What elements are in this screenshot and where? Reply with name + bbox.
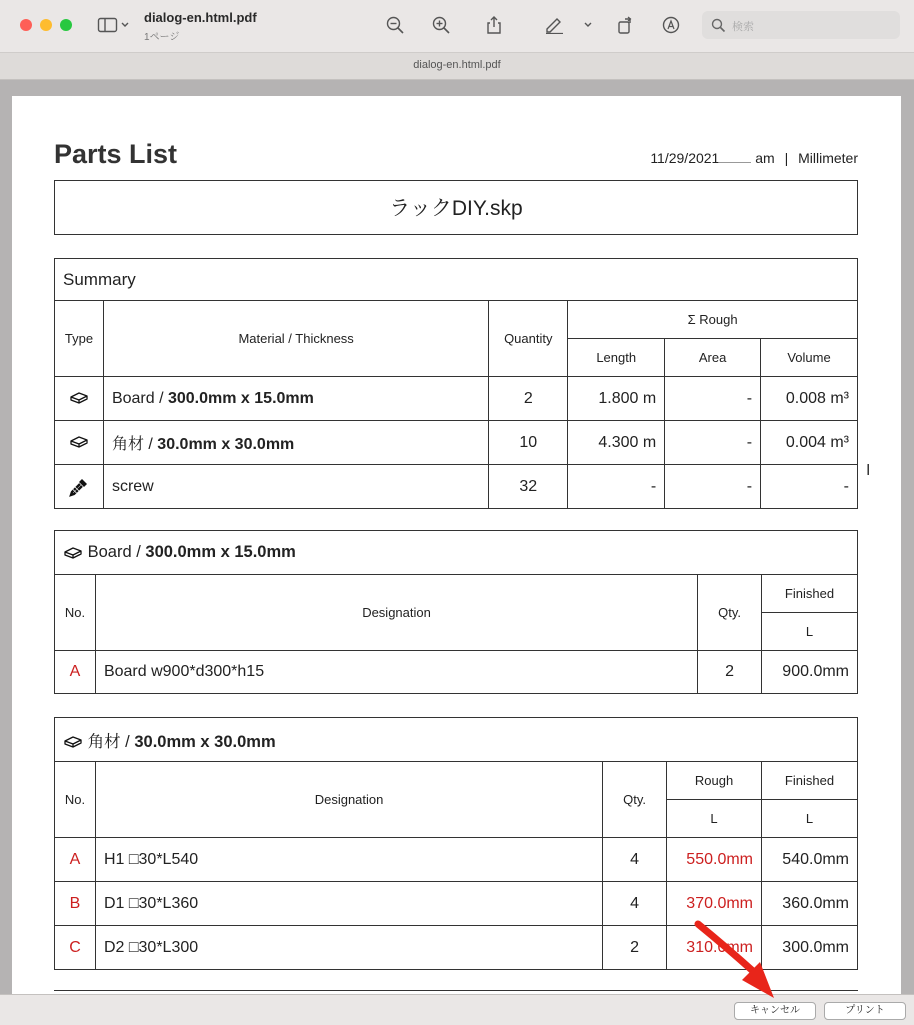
volume-cell: 0.008 m³ — [761, 377, 858, 421]
sidebar-icon — [97, 16, 131, 34]
window-titlebar — [0, 0, 914, 52]
designation-cell: D1 □30*L360 — [95, 882, 602, 926]
area-cell: - — [665, 465, 761, 509]
zoom-out-button[interactable] — [384, 14, 406, 36]
board-parts-table — [54, 530, 858, 694]
col-volume: Volume — [761, 339, 858, 377]
meta-separator: | — [784, 150, 789, 166]
part-id: A — [55, 651, 96, 694]
qty-cell: 4 — [603, 882, 667, 926]
file-name-box — [54, 180, 858, 235]
col-material: Material / Thickness — [103, 301, 488, 377]
page-count: 1ページ — [144, 32, 180, 43]
quantity-cell: 32 — [489, 465, 568, 509]
board-icon — [63, 735, 83, 749]
cancel-button[interactable]: キャンセル — [734, 1002, 816, 1020]
designation-cell: H1 □30*L540 — [95, 838, 602, 882]
screw-icon — [69, 477, 89, 497]
col-no: No. — [55, 575, 96, 651]
markup-pen-icon — [544, 16, 596, 34]
material-name: Board / — [111, 389, 168, 407]
col-l-finished: L — [762, 800, 858, 838]
units-label: Millimeter — [798, 150, 858, 166]
designation-cell: D2 □30*L300 — [95, 926, 602, 970]
search-field[interactable] — [702, 11, 900, 39]
col-quantity: Quantity — [489, 301, 568, 377]
sidebar-toggle-button[interactable] — [96, 14, 132, 36]
length-cell: 1.800 m — [568, 377, 665, 421]
annotate-button[interactable] — [660, 14, 682, 36]
col-rough: Σ Rough — [568, 301, 858, 339]
volume-cell: - — [761, 465, 858, 509]
board-icon — [69, 391, 89, 405]
length-cell: 4.300 m — [568, 421, 665, 465]
annotation-arrow-icon — [690, 918, 790, 1008]
area-cell: - — [665, 421, 761, 465]
close-window-button[interactable] — [20, 19, 32, 31]
col-no: No. — [55, 762, 96, 838]
board-icon — [63, 546, 83, 560]
material-cell — [103, 421, 488, 465]
table-row — [55, 838, 858, 882]
material-thickness: 300.0mm x 15.0mm — [167, 389, 314, 407]
rotate-icon — [616, 16, 634, 34]
finished-cell: 360.0mm — [762, 882, 858, 926]
material-thickness: 30.0mm x 30.0mm — [157, 436, 295, 453]
finished-cell: 300.0mm — [762, 926, 858, 970]
summary-row — [55, 377, 858, 421]
table-row — [55, 651, 858, 694]
volume-cell: 0.004 m³ — [761, 421, 858, 465]
header-meta — [650, 150, 858, 166]
part-id: A — [55, 838, 96, 882]
markup-button[interactable] — [544, 14, 596, 36]
qty-cell: 2 — [603, 926, 667, 970]
col-finished: Finished — [762, 575, 858, 613]
rough-cell: 550.0mm — [667, 838, 762, 882]
type-cell — [55, 377, 104, 421]
group-thickness: 30.0mm x 30.0mm — [134, 732, 276, 751]
col-qty: Qty. — [603, 762, 667, 838]
col-qty: Qty. — [698, 575, 762, 651]
col-area: Area — [665, 339, 761, 377]
annotate-icon — [662, 16, 680, 34]
search-icon — [711, 18, 726, 33]
rough-cell: 370.0mm — [667, 882, 762, 926]
qty-cell: 4 — [603, 838, 667, 882]
summary-title: Summary — [55, 259, 858, 301]
designation-cell: Board w900*d300*h15 — [95, 651, 697, 694]
summary-row — [55, 465, 858, 509]
col-designation: Designation — [95, 575, 697, 651]
board-icon — [69, 435, 89, 449]
file-name: ラックDIY.skp — [389, 197, 523, 220]
document-title: dialog-en.html.pdf — [144, 10, 257, 25]
col-designation: Designation — [95, 762, 602, 838]
time-blank — [719, 150, 751, 163]
group-material-name: Board / — [87, 543, 146, 561]
board-group-title — [55, 531, 858, 575]
material-name: screw — [111, 477, 154, 495]
col-l-rough: L — [667, 800, 762, 838]
length-cell: - — [568, 465, 665, 509]
col-finished: Finished — [762, 762, 858, 800]
ampm-label: am — [755, 150, 775, 166]
zoom-out-icon — [386, 16, 404, 34]
rotate-button[interactable] — [614, 14, 636, 36]
tab-bar — [0, 52, 914, 80]
print-button[interactable]: プリント — [824, 1002, 906, 1020]
part-id: B — [55, 882, 96, 926]
type-cell — [55, 421, 104, 465]
material-name: 角材 / — [111, 436, 158, 453]
date-label: 11/29/2021 — [650, 150, 720, 166]
traffic-lights — [20, 19, 72, 31]
search-placeholder: 検索 — [732, 21, 754, 33]
summary-table — [54, 258, 858, 509]
lumber-group-title — [55, 718, 858, 762]
zoom-in-icon — [432, 16, 450, 34]
summary-row — [55, 421, 858, 465]
minimize-window-button[interactable] — [40, 19, 52, 31]
col-rough: Rough — [667, 762, 762, 800]
col-l: L — [762, 613, 858, 651]
quantity-cell: 2 — [489, 377, 568, 421]
finished-cell: 900.0mm — [762, 651, 858, 694]
qty-cell: 2 — [698, 651, 762, 694]
part-id: C — [55, 926, 96, 970]
material-cell — [103, 465, 488, 509]
type-cell — [55, 465, 104, 509]
share-button[interactable] — [483, 14, 505, 36]
finished-cell: 540.0mm — [762, 838, 858, 882]
text-cursor-icon: I — [866, 462, 871, 479]
col-type: Type — [55, 301, 104, 377]
area-cell: - — [665, 377, 761, 421]
zoom-window-button[interactable] — [60, 19, 72, 31]
quantity-cell: 10 — [489, 421, 568, 465]
rough-cell: 310.0mm — [667, 926, 762, 970]
page-title: Parts List — [54, 139, 178, 169]
tab-document[interactable]: dialog-en.html.pdf — [413, 59, 501, 71]
group-thickness: 300.0mm x 15.0mm — [145, 543, 296, 561]
group-material-name: 角材 / — [87, 732, 135, 751]
col-length: Length — [568, 339, 665, 377]
share-icon — [485, 15, 503, 35]
zoom-in-button[interactable] — [430, 14, 452, 36]
material-cell — [103, 377, 488, 421]
